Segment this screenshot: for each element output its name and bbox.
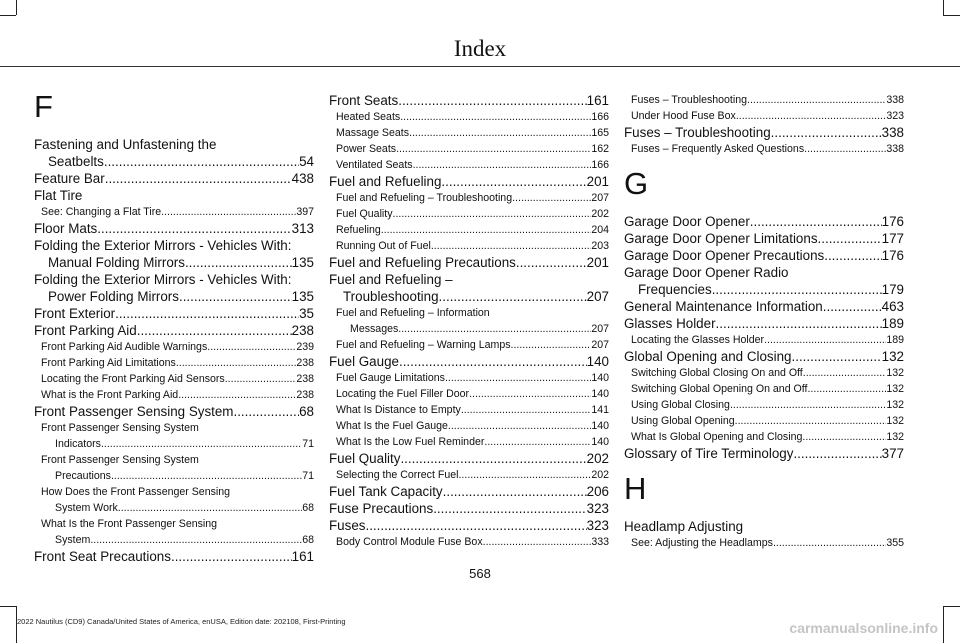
entry-text: Fuel Tank Capacity <box>329 484 443 499</box>
entry-text: Fuses <box>329 518 366 533</box>
leader-dots <box>443 483 587 500</box>
leader-dots <box>101 436 302 452</box>
entry-text: Using Global Opening <box>631 415 735 427</box>
entry-text: Front Parking Aid <box>34 323 137 338</box>
page-ref: 162 <box>591 143 609 155</box>
page-ref: 239 <box>296 341 314 353</box>
entry-text: Floor Mats <box>34 221 98 236</box>
leader-dots <box>441 173 586 190</box>
index-heading: Fuel and Refueling – <box>329 272 453 287</box>
leader-dots <box>736 108 886 124</box>
entry-text: What Is the Low Fuel Reminder <box>336 436 485 448</box>
page-ref: 238 <box>296 389 314 401</box>
entry-text: See: Changing a Flat Tire <box>41 206 162 218</box>
index-entry <box>329 500 609 517</box>
page-ref: 141 <box>591 404 609 416</box>
page-ref: 140 <box>586 354 609 369</box>
page-ref: 140 <box>591 372 609 384</box>
index-subentry <box>329 321 609 337</box>
page-ref: 189 <box>881 316 904 331</box>
leader-dots <box>185 254 292 271</box>
page-ref: 323 <box>586 501 609 516</box>
entry-text: Feature Bar <box>34 171 105 186</box>
leader-dots <box>793 445 881 462</box>
page-ref: 166 <box>591 159 609 171</box>
crop-mark <box>943 606 944 643</box>
leader-dots <box>445 370 591 386</box>
index-subentry <box>624 108 904 124</box>
entry-text: Locating the Fuel Filler Door <box>336 388 470 400</box>
page-ref: 202 <box>591 469 609 481</box>
leader-dots <box>431 238 592 254</box>
page-ref: 132 <box>886 431 904 443</box>
index-heading: Fuel and Refueling – Information <box>336 307 490 319</box>
page-ref: 207 <box>591 192 609 204</box>
index-entry <box>34 153 314 170</box>
crop-mark <box>0 606 16 607</box>
index-entry <box>329 92 609 109</box>
page-ref: 438 <box>291 171 314 186</box>
index-subentry <box>329 386 609 402</box>
leader-dots <box>483 534 592 550</box>
index-entry <box>624 348 904 365</box>
index-subentry <box>329 222 609 238</box>
leader-dots <box>764 332 886 348</box>
index-subentry <box>34 532 314 548</box>
entry-text: What Is the Fuel Gauge <box>336 420 448 432</box>
leader-dots <box>178 387 296 403</box>
leader-dots <box>399 353 587 370</box>
entry-text: Glossary of Tire Terminology <box>624 446 794 461</box>
index-subentry <box>34 204 314 220</box>
page-ref: 377 <box>881 446 904 461</box>
index-subentry <box>34 339 314 355</box>
leader-dots <box>773 535 886 551</box>
index-subentry <box>329 109 609 125</box>
leader-dots <box>511 337 592 353</box>
page-ref: 71 <box>302 438 314 450</box>
leader-dots <box>393 206 592 222</box>
entry-text: General Maintenance Information <box>624 299 823 314</box>
index-heading: Fastening and Unfastening the <box>34 137 217 152</box>
index-subentry <box>624 141 904 157</box>
index-entry <box>624 230 904 247</box>
leader-dots <box>458 467 591 483</box>
page-ref: 179 <box>881 282 904 297</box>
index-subentry <box>34 500 314 516</box>
entry-text: Switching Global Opening On and Off <box>631 383 808 395</box>
crop-mark <box>943 0 944 15</box>
footer-text: 2022 Nautilus (CD9) Canada/United States of America, enUSA, Edition date: 202108, First-Printing <box>17 617 346 626</box>
entry-text: Fuses – Troubleshooting <box>631 94 748 106</box>
index-subentry <box>329 157 609 173</box>
page-ref: 132 <box>886 415 904 427</box>
entry-text: Fuel and Refueling <box>329 174 442 189</box>
leader-dots <box>115 305 299 322</box>
section-letter: G <box>624 166 649 201</box>
leader-dots <box>484 434 591 450</box>
page-ref: 338 <box>886 143 904 155</box>
leader-dots <box>802 429 886 445</box>
leader-dots <box>104 153 299 170</box>
entry-text: Running Out of Fuel <box>336 240 431 252</box>
entry-text: Global Opening and Closing <box>624 349 792 364</box>
index-column-1 <box>34 89 314 565</box>
index-subentry <box>329 434 609 450</box>
index-heading: What Is the Front Passenger Sensing <box>41 518 218 530</box>
leader-dots <box>225 371 297 387</box>
entry-text: Fuel Gauge Limitations <box>336 372 445 384</box>
leader-dots <box>118 500 302 516</box>
index-heading: Front Passenger Sensing System <box>41 454 199 466</box>
page-ref: 238 <box>291 323 314 338</box>
page-ref: 202 <box>586 451 609 466</box>
entry-text: Front Parking Aid Audible Warnings <box>41 341 208 353</box>
entry-text: Fuse Precautions <box>329 501 434 516</box>
index-subentry <box>329 467 609 483</box>
index-subentry <box>624 413 904 429</box>
index-column-3 <box>624 92 904 551</box>
leader-dots <box>90 532 302 548</box>
index-heading: Folding the Exterior Mirrors - Vehicles With: <box>34 238 292 253</box>
entry-text: Ventilated Seats <box>336 159 413 171</box>
leader-dots <box>792 348 882 365</box>
leader-dots <box>735 413 887 429</box>
leader-dots <box>747 92 886 108</box>
page-ref: 238 <box>296 373 314 385</box>
page-ref: 238 <box>296 357 314 369</box>
watermark: carmanualsonline.info <box>789 620 938 636</box>
index-subentry <box>329 125 609 141</box>
index-subentry <box>329 190 609 206</box>
header-rule <box>0 66 960 67</box>
entry-text: Front Parking Aid Limitations <box>41 357 176 369</box>
entry-text: Indicators <box>55 438 101 450</box>
index-subentry <box>34 468 314 484</box>
index-subentry <box>624 381 904 397</box>
page-ref: 355 <box>886 537 904 549</box>
entry-text: See: Adjusting the Headlamps <box>631 537 773 549</box>
entry-text: Heated Seats <box>336 111 401 123</box>
index-subentry <box>329 238 609 254</box>
page-ref: 207 <box>591 339 609 351</box>
index-entry <box>34 254 314 271</box>
index-subentry <box>624 397 904 413</box>
page-ref: 333 <box>591 536 609 548</box>
leader-dots <box>161 204 296 220</box>
leader-dots <box>111 468 302 484</box>
entry-text: Garage Door Opener <box>624 214 750 229</box>
index-subentry <box>624 332 904 348</box>
entry-text: Body Control Module Fuse Box <box>336 536 483 548</box>
index-column-2 <box>329 92 609 550</box>
crop-mark <box>16 0 17 15</box>
index-entry <box>34 170 314 187</box>
leader-dots <box>803 365 887 381</box>
leader-dots <box>105 170 292 187</box>
page-ref: 165 <box>591 127 609 139</box>
index-heading: How Does the Front Passenger Sensing <box>41 486 231 498</box>
leader-dots <box>433 500 586 517</box>
page-ref: 161 <box>586 93 609 108</box>
leader-dots <box>804 141 886 157</box>
entry-text: Front Seat Precautions <box>34 549 171 564</box>
entry-text: Power Seats <box>336 143 397 155</box>
leader-dots <box>750 213 882 230</box>
crop-mark <box>0 15 16 16</box>
index-entry <box>329 353 609 370</box>
entry-text: What Is Global Opening and Closing <box>631 431 803 443</box>
page-ref: 68 <box>302 534 314 546</box>
entry-text: Power Folding Mirrors <box>48 289 179 304</box>
leader-dots <box>807 381 886 397</box>
entry-text: Messages <box>350 323 399 335</box>
page-number: 568 <box>469 566 491 581</box>
index-entry <box>34 305 314 322</box>
index-heading: Folding the Exterior Mirrors - Vehicles With: <box>34 272 292 287</box>
leader-dots <box>716 315 882 332</box>
page-ref: 338 <box>881 125 904 140</box>
index-entry <box>34 288 314 305</box>
entry-text: Massage Seats <box>336 127 410 139</box>
entry-text: Under Hood Fuse Box <box>631 110 736 122</box>
index-subentry <box>329 337 609 353</box>
page-ref: 132 <box>886 367 904 379</box>
leader-dots <box>516 254 587 271</box>
index-entry <box>329 288 609 305</box>
section-letter: F <box>34 89 53 124</box>
leader-dots <box>448 418 591 434</box>
index-subentry <box>34 387 314 403</box>
index-entry <box>624 124 904 141</box>
index-subentry <box>329 370 609 386</box>
index-heading: Garage Door Opener Radio <box>624 265 789 280</box>
entry-text: Fuel and Refueling – Troubleshooting <box>336 192 513 204</box>
entry-text: Locating the Glasses Holder <box>631 334 765 346</box>
index-subentry <box>329 534 609 550</box>
index-heading: Flat Tire <box>34 188 83 203</box>
page-ref: 176 <box>881 214 904 229</box>
crop-mark <box>943 15 960 16</box>
entry-text: Fuses – Troubleshooting <box>624 125 771 140</box>
leader-dots <box>179 288 292 305</box>
leader-dots <box>439 288 587 305</box>
index-subentry <box>34 355 314 371</box>
entry-text: Troubleshooting <box>343 289 439 304</box>
index-subentry <box>329 418 609 434</box>
entry-text: What Is Distance to Empty <box>336 404 461 416</box>
index-entry <box>34 548 314 565</box>
entry-text: Front Seats <box>329 93 399 108</box>
leader-dots <box>712 281 882 298</box>
index-entry <box>624 281 904 298</box>
index-subentry <box>329 206 609 222</box>
page-ref: 166 <box>591 111 609 123</box>
page-ref: 54 <box>299 154 314 169</box>
page-ref: 206 <box>586 484 609 499</box>
page-ref: 201 <box>586 174 609 189</box>
index-heading: Headlamp Adjusting <box>624 519 744 534</box>
leader-dots <box>512 190 591 206</box>
leader-dots <box>171 548 292 565</box>
index-entry <box>624 445 904 462</box>
index-entry <box>34 322 314 339</box>
page-ref: 207 <box>591 323 609 335</box>
index-subentry <box>329 402 609 418</box>
index-subentry <box>624 365 904 381</box>
leader-dots <box>771 124 882 141</box>
page-ref: 132 <box>886 383 904 395</box>
leader-dots <box>97 220 291 237</box>
leader-dots <box>207 339 296 355</box>
leader-dots <box>233 403 299 420</box>
page-ref: 71 <box>302 470 314 482</box>
leader-dots <box>413 157 592 173</box>
entry-text: Frequencies <box>638 282 712 297</box>
entry-text: Manual Folding Mirrors <box>48 255 185 270</box>
entry-text: Fuel Gauge <box>329 354 399 369</box>
leader-dots <box>176 355 296 371</box>
page-ref: 189 <box>886 334 904 346</box>
leader-dots <box>824 247 881 264</box>
entry-text: Glasses Holder <box>624 316 716 331</box>
page-ref: 135 <box>291 289 314 304</box>
leader-dots <box>409 125 591 141</box>
crop-mark <box>943 606 960 607</box>
leader-dots <box>137 322 292 339</box>
entry-text: Fuel Quality <box>329 451 401 466</box>
entry-text: Fuel and Refueling – Warning Lamps <box>336 339 511 351</box>
index-entry <box>329 173 609 190</box>
entry-text: Fuel and Refueling Precautions <box>329 255 516 270</box>
entry-text: Locating the Front Parking Aid Sensors <box>41 373 225 385</box>
entry-text: Refueling <box>336 224 381 236</box>
index-entry <box>624 247 904 264</box>
leader-dots <box>730 397 886 413</box>
page-ref: 132 <box>886 399 904 411</box>
index-entry <box>329 483 609 500</box>
leader-dots <box>381 222 592 238</box>
page-ref: 323 <box>586 518 609 533</box>
page-ref: 397 <box>296 206 314 218</box>
page-title: Index <box>453 36 507 61</box>
entry-text: Switching Global Closing On and Off <box>631 367 803 379</box>
leader-dots <box>398 321 591 337</box>
index-subentry <box>329 141 609 157</box>
page-ref: 135 <box>291 255 314 270</box>
leader-dots <box>400 450 586 467</box>
leader-dots <box>469 386 591 402</box>
entry-text: Selecting the Correct Fuel <box>336 469 459 481</box>
index-entry <box>34 220 314 237</box>
leader-dots <box>398 92 586 109</box>
entry-text: Fuses – Frequently Asked Questions <box>631 143 805 155</box>
index-subentry <box>624 92 904 108</box>
entry-text: Seatbelts <box>48 154 104 169</box>
index-entry <box>329 450 609 467</box>
page-ref: 202 <box>591 208 609 220</box>
leader-dots <box>396 141 591 157</box>
index-subentry <box>34 371 314 387</box>
index-subentry <box>34 436 314 452</box>
page-ref: 132 <box>881 349 904 364</box>
leader-dots <box>823 298 882 315</box>
entry-text: Precautions <box>55 470 111 482</box>
leader-dots <box>365 517 586 534</box>
page-ref: 204 <box>591 224 609 236</box>
index-entry <box>624 298 904 315</box>
index-entry <box>329 254 609 271</box>
entry-text: Fuel Quality <box>336 208 393 220</box>
leader-dots <box>461 402 591 418</box>
page-ref: 68 <box>302 502 314 514</box>
leader-dots <box>400 109 591 125</box>
entry-text: System <box>55 534 91 546</box>
page-ref: 161 <box>291 549 314 564</box>
index-entry <box>624 315 904 332</box>
page-ref: 463 <box>881 299 904 314</box>
index-heading: Front Passenger Sensing System <box>41 422 199 434</box>
page-ref: 176 <box>881 248 904 263</box>
index-subentry <box>624 429 904 445</box>
entry-text: Front Exterior <box>34 306 116 321</box>
entry-text: Garage Door Opener Precautions <box>624 248 825 263</box>
entry-text: What is the Front Parking Aid <box>41 389 179 401</box>
entry-text: System Work <box>55 502 118 514</box>
page-ref: 338 <box>886 94 904 106</box>
page-ref: 313 <box>291 221 314 236</box>
page-ref: 35 <box>299 306 314 321</box>
page-ref: 203 <box>591 240 609 252</box>
index-entry <box>624 213 904 230</box>
section-letter: H <box>624 471 647 506</box>
entry-text: Garage Door Opener Limitations <box>624 231 818 246</box>
index-entry <box>329 517 609 534</box>
page-ref: 140 <box>591 420 609 432</box>
entry-text: Front Passenger Sensing System <box>34 404 234 419</box>
leader-dots <box>818 230 882 247</box>
entry-text: Using Global Closing <box>631 399 730 411</box>
page-ref: 140 <box>591 436 609 448</box>
page-ref: 68 <box>299 404 314 419</box>
page-ref: 140 <box>591 388 609 400</box>
page-ref: 207 <box>586 289 609 304</box>
index-subentry <box>624 535 904 551</box>
page-ref: 201 <box>586 255 609 270</box>
index-entry <box>34 403 314 420</box>
page-ref: 177 <box>881 231 904 246</box>
page-ref: 323 <box>886 110 904 122</box>
